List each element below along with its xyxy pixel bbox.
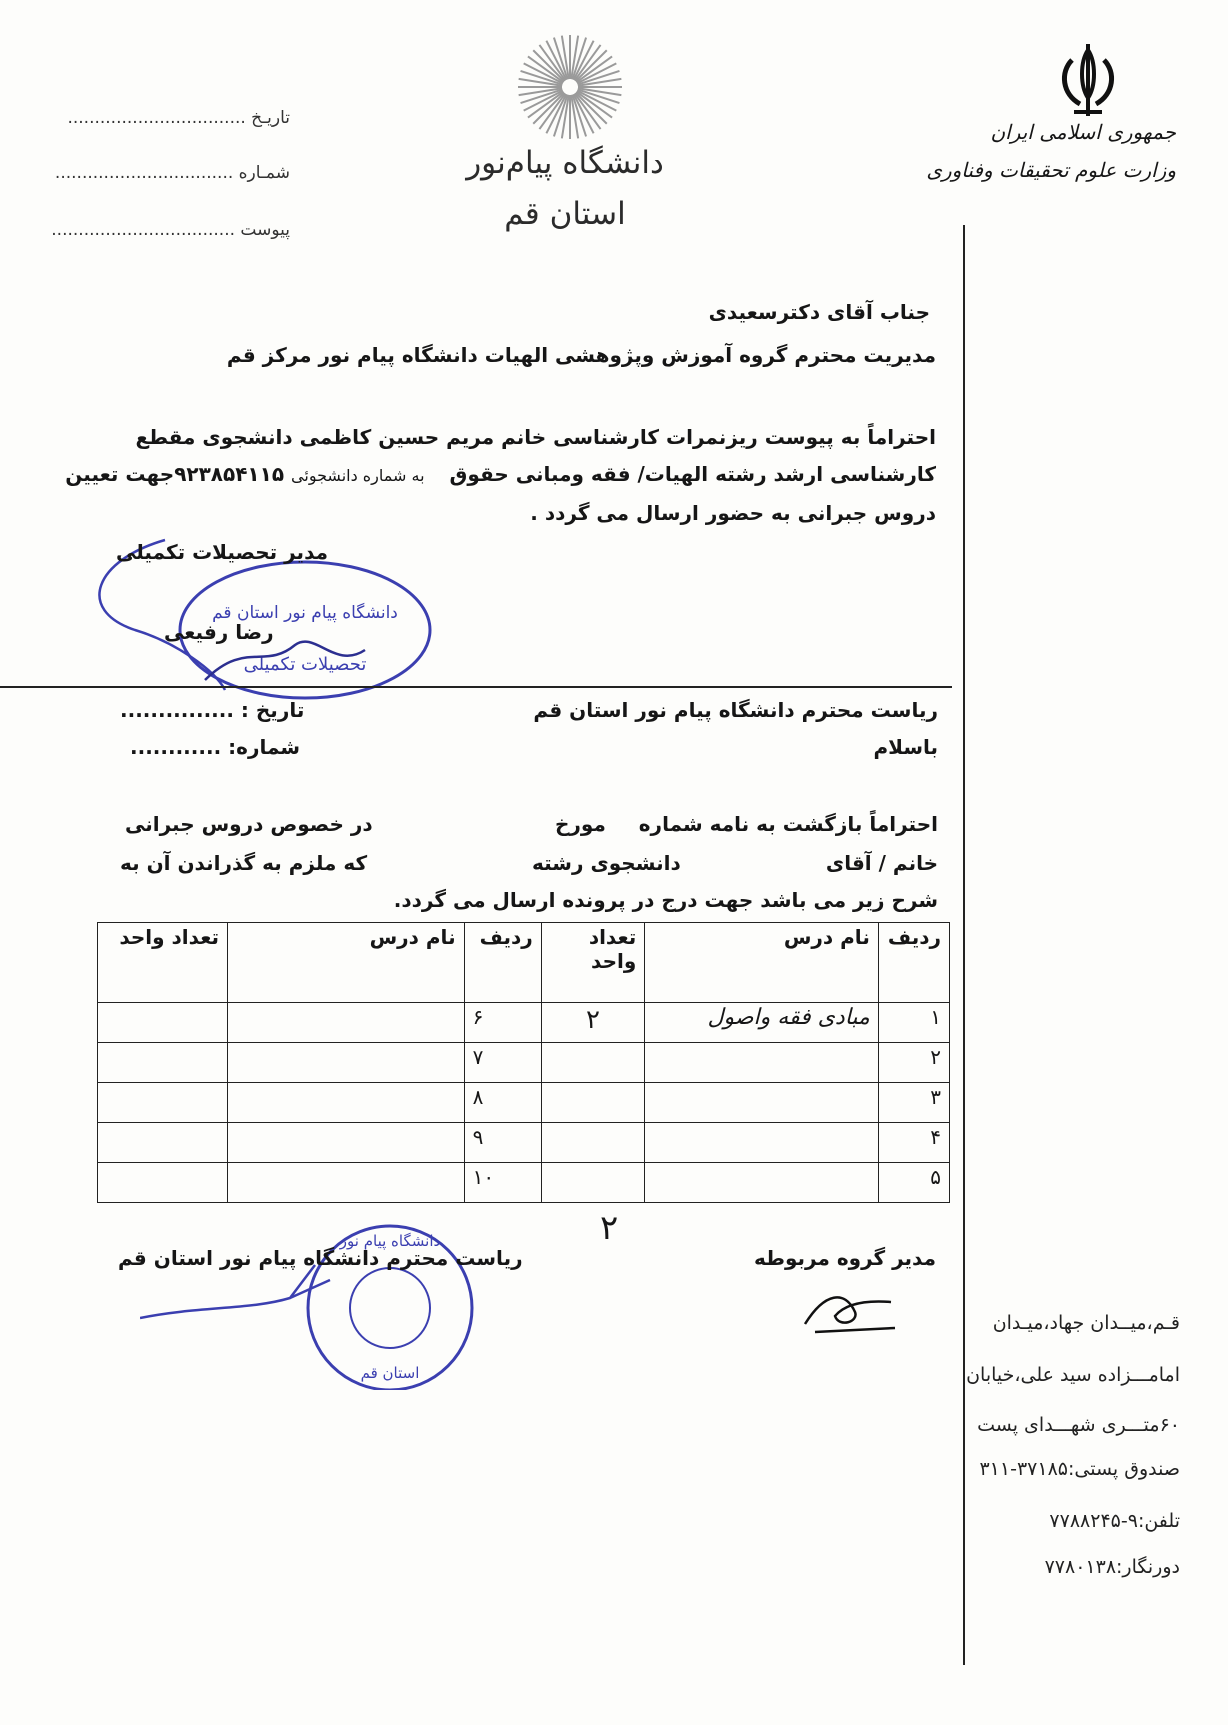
row-no: ۱ <box>878 1003 949 1043</box>
table-row <box>98 1083 950 1123</box>
header-units-1: تعداد واحد <box>541 923 645 1003</box>
row-no: ۷ <box>464 1043 541 1083</box>
province-name: استان قم <box>504 196 626 232</box>
header-course-1: نام درس <box>645 923 879 1003</box>
body-line-2-label: به شماره دانشجوئی <box>291 466 425 485</box>
ref-subject: در خصوص دروس جبرانی <box>125 812 373 836</box>
total-units-handwritten: ۲ <box>600 1208 619 1248</box>
address-line: ۶۰متـــری شهـــدای پست <box>977 1414 1180 1436</box>
course-name <box>228 1083 465 1123</box>
iran-emblem-icon <box>1052 42 1124 122</box>
ref-number-label: احتراماً بازگشت به نامه شماره <box>638 812 938 836</box>
course-name <box>228 1003 465 1043</box>
section-divider <box>0 686 952 688</box>
right-margin-rule <box>963 225 965 1665</box>
body-line-3: دروس جبرانی به حضور ارسال می گردد . <box>530 501 936 525</box>
table-header-row <box>98 923 950 1003</box>
course-name <box>228 1123 465 1163</box>
obligation-text: که ملزم به گذراندن آن به <box>120 851 368 875</box>
header-attachment: پیوست .................................. <box>51 220 290 240</box>
student-label: خانم / آقای <box>825 851 938 875</box>
ministry-line: وزارت علوم تحقیقات وفناوری <box>926 158 1176 182</box>
body-line-2 <box>65 462 936 486</box>
courses-table <box>97 922 950 1203</box>
university-stamp-2 <box>140 1210 480 1390</box>
body-line-1: احتراماً به پیوست ریزنمرات کارشناسی خانم مریم حسین کاظمی دانشجوی مقطع <box>135 425 936 449</box>
stamp-2-text: دانشگاه پیام نور <box>339 1232 441 1250</box>
header-row-no-2: ردیف <box>464 923 541 1003</box>
course-name: مبادی فقه واصول <box>645 1003 879 1043</box>
row-no: ۹ <box>464 1123 541 1163</box>
table-row <box>98 1123 950 1163</box>
course-name <box>645 1163 879 1203</box>
row-no: ۸ <box>464 1083 541 1123</box>
course-units <box>541 1043 645 1083</box>
course-units <box>98 1043 228 1083</box>
header-date: تاریـخ ................................. <box>67 108 290 128</box>
header-units-2: تعداد واحد <box>98 923 228 1003</box>
course-units <box>98 1123 228 1163</box>
ref-date-label: مورخ <box>555 812 606 836</box>
course-units <box>541 1123 645 1163</box>
reply-addressee: ریاست محترم دانشگاه پیام نور استان قم <box>533 698 938 722</box>
table-intro: شرح زیر می باشد جهت درج در پرونده ارسال می گردد. <box>393 888 938 912</box>
course-name <box>645 1123 879 1163</box>
course-units <box>98 1003 228 1043</box>
address-line: قـم،میــدان جهاد،میـدان <box>992 1312 1180 1334</box>
table-row <box>98 1003 950 1043</box>
header-number: شمـاره ................................. <box>54 163 290 183</box>
reply-greeting: باسلام <box>873 735 938 759</box>
row-no: ۳ <box>878 1083 949 1123</box>
fax-line: دورنگار:۷۷۸۰۱۳۸ <box>1044 1556 1180 1578</box>
university-logo-icon <box>515 32 625 142</box>
row-no: ۵ <box>878 1163 949 1203</box>
course-units <box>98 1083 228 1123</box>
salutation: جناب آقای دکترسعیدی <box>708 300 930 324</box>
table-row <box>98 1163 950 1203</box>
stamp-2-sub: استان قم <box>360 1364 420 1382</box>
group-manager-label: مدیر گروه مربوطه <box>754 1246 936 1270</box>
group-manager-signature <box>795 1282 905 1338</box>
address-line: امامـــزاده سید علی،خیابان <box>966 1364 1180 1386</box>
president-label: ریاست محترم دانشگاه پیام نور استان قم <box>118 1246 523 1270</box>
course-units <box>541 1163 645 1203</box>
stamp-1-sub: تحصیلات تکمیلی <box>243 654 367 675</box>
row-no: ۴ <box>878 1123 949 1163</box>
body-line-2-program: کارشناسی ارشد رشته الهیات/ فقه ومبانی حقوق <box>449 462 936 486</box>
header-course-2: نام درس <box>228 923 465 1003</box>
course-name <box>228 1043 465 1083</box>
course-name <box>645 1043 879 1083</box>
address-line: صندوق پستی:۳۷۱۸۵-۳۱۱ <box>979 1458 1180 1480</box>
course-units <box>98 1163 228 1203</box>
student-field-label: دانشجوی رشته <box>532 851 681 875</box>
addressee: مدیریت محترم گروه آموزش وپژوهشی الهیات دانشگاه پیام نور مرکز قم <box>226 343 936 367</box>
signer-name: رضا رفیعی <box>164 620 274 644</box>
row-no: ۲ <box>878 1043 949 1083</box>
university-name: دانشگاه پیام‌نور <box>466 145 664 181</box>
header-row-no-1: ردیف <box>878 923 949 1003</box>
reply-date: تاریخ : ............... <box>120 698 305 722</box>
reply-number: شماره: ............ <box>130 735 301 759</box>
course-name <box>228 1163 465 1203</box>
row-no: ۶ <box>464 1003 541 1043</box>
signer-title: مدیر تحصیلات تکمیلی <box>116 540 329 564</box>
course-units: ۲ <box>541 1003 645 1043</box>
course-units <box>541 1083 645 1123</box>
body-line-2-id: ۹۲۳۸۵۴۱۱۵جهت تعیین <box>65 462 285 486</box>
stamp-1-text: دانشگاه پیام نور استان قم <box>212 603 398 623</box>
republic-line: جمهوری اسلامی ایران <box>990 120 1176 144</box>
row-no: ۱۰ <box>464 1163 541 1203</box>
phone-line: تلفن:۹-۷۷۸۸۲۴۵ <box>1049 1510 1180 1532</box>
table-row <box>98 1043 950 1083</box>
course-name <box>645 1083 879 1123</box>
